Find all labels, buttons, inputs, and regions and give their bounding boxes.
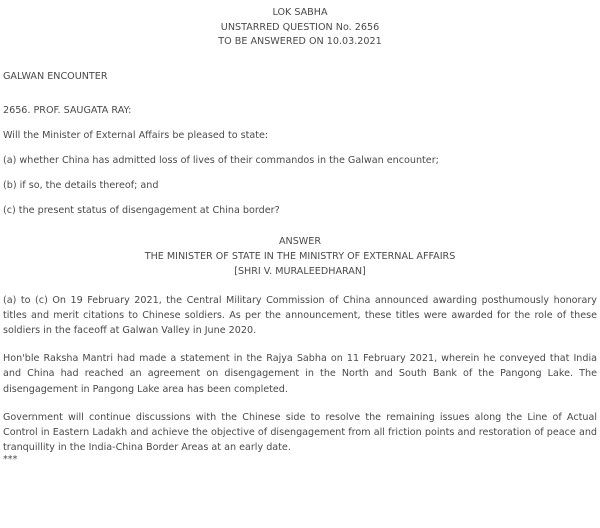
minister-name: [SHRI V. MURALEEDHARAN]	[234, 265, 366, 277]
question-intro: Will the Minister of External Affairs be pleased to state:	[3, 129, 269, 141]
end-marker: ***	[3, 454, 18, 466]
house-name: LOK SABHA	[272, 7, 328, 18]
questioner-name: 2656. PROF. SAUGATA RAY:	[3, 104, 132, 116]
reply-paragraph: Government will continue discussions with the Chinese side to resolve the remaining issues along the Line of Actual Control in Eastern Ladakh and achieve the objective of disengagement from all friction points and restoration of peace and tranquillity in the India-China Border Areas at an early date.	[3, 411, 597, 454]
answer-date: TO BE ANSWERED ON 10.03.2021	[218, 36, 382, 47]
question-part-c: (c) the present status of disengagement at China border?	[3, 204, 280, 216]
question-type: UNSTARRED QUESTION No. 2656	[220, 21, 380, 33]
answer-header	[3, 234, 597, 279]
minister-title: THE MINISTER OF STATE IN THE MINISTRY OF EXTERNAL AFFAIRS	[144, 250, 456, 262]
answer-heading: ANSWER	[278, 235, 322, 247]
reply-paragraph: (a) to (c) On 19 February 2021, the Central Military Commission of China announced awarding posthumously honorary titles and merit citations to Chinese soldiers. As per the announcement, these titles were awarded for the role of these soldiers in the faceoff at Galwan Valley in June 2020.	[3, 294, 597, 336]
document-header	[3, 6, 597, 50]
reply-paragraph: Hon'ble Raksha Mantri had made a statement in the Rajya Sabha on 11 February 2021, wherein he conveyed that India and China had reached an agreement on disengagement in the North and South Bank of the Pangong Lake. The disengagement in Pangong Lake area has been completed.	[3, 353, 597, 395]
question-part-b: (b) if so, the details thereof; and	[3, 179, 159, 191]
question-part-a: (a) whether China has admitted loss of lives of their commandos in the Galwan encounter;	[3, 154, 439, 166]
question-subject: GALWAN ENCOUNTER	[3, 70, 108, 82]
